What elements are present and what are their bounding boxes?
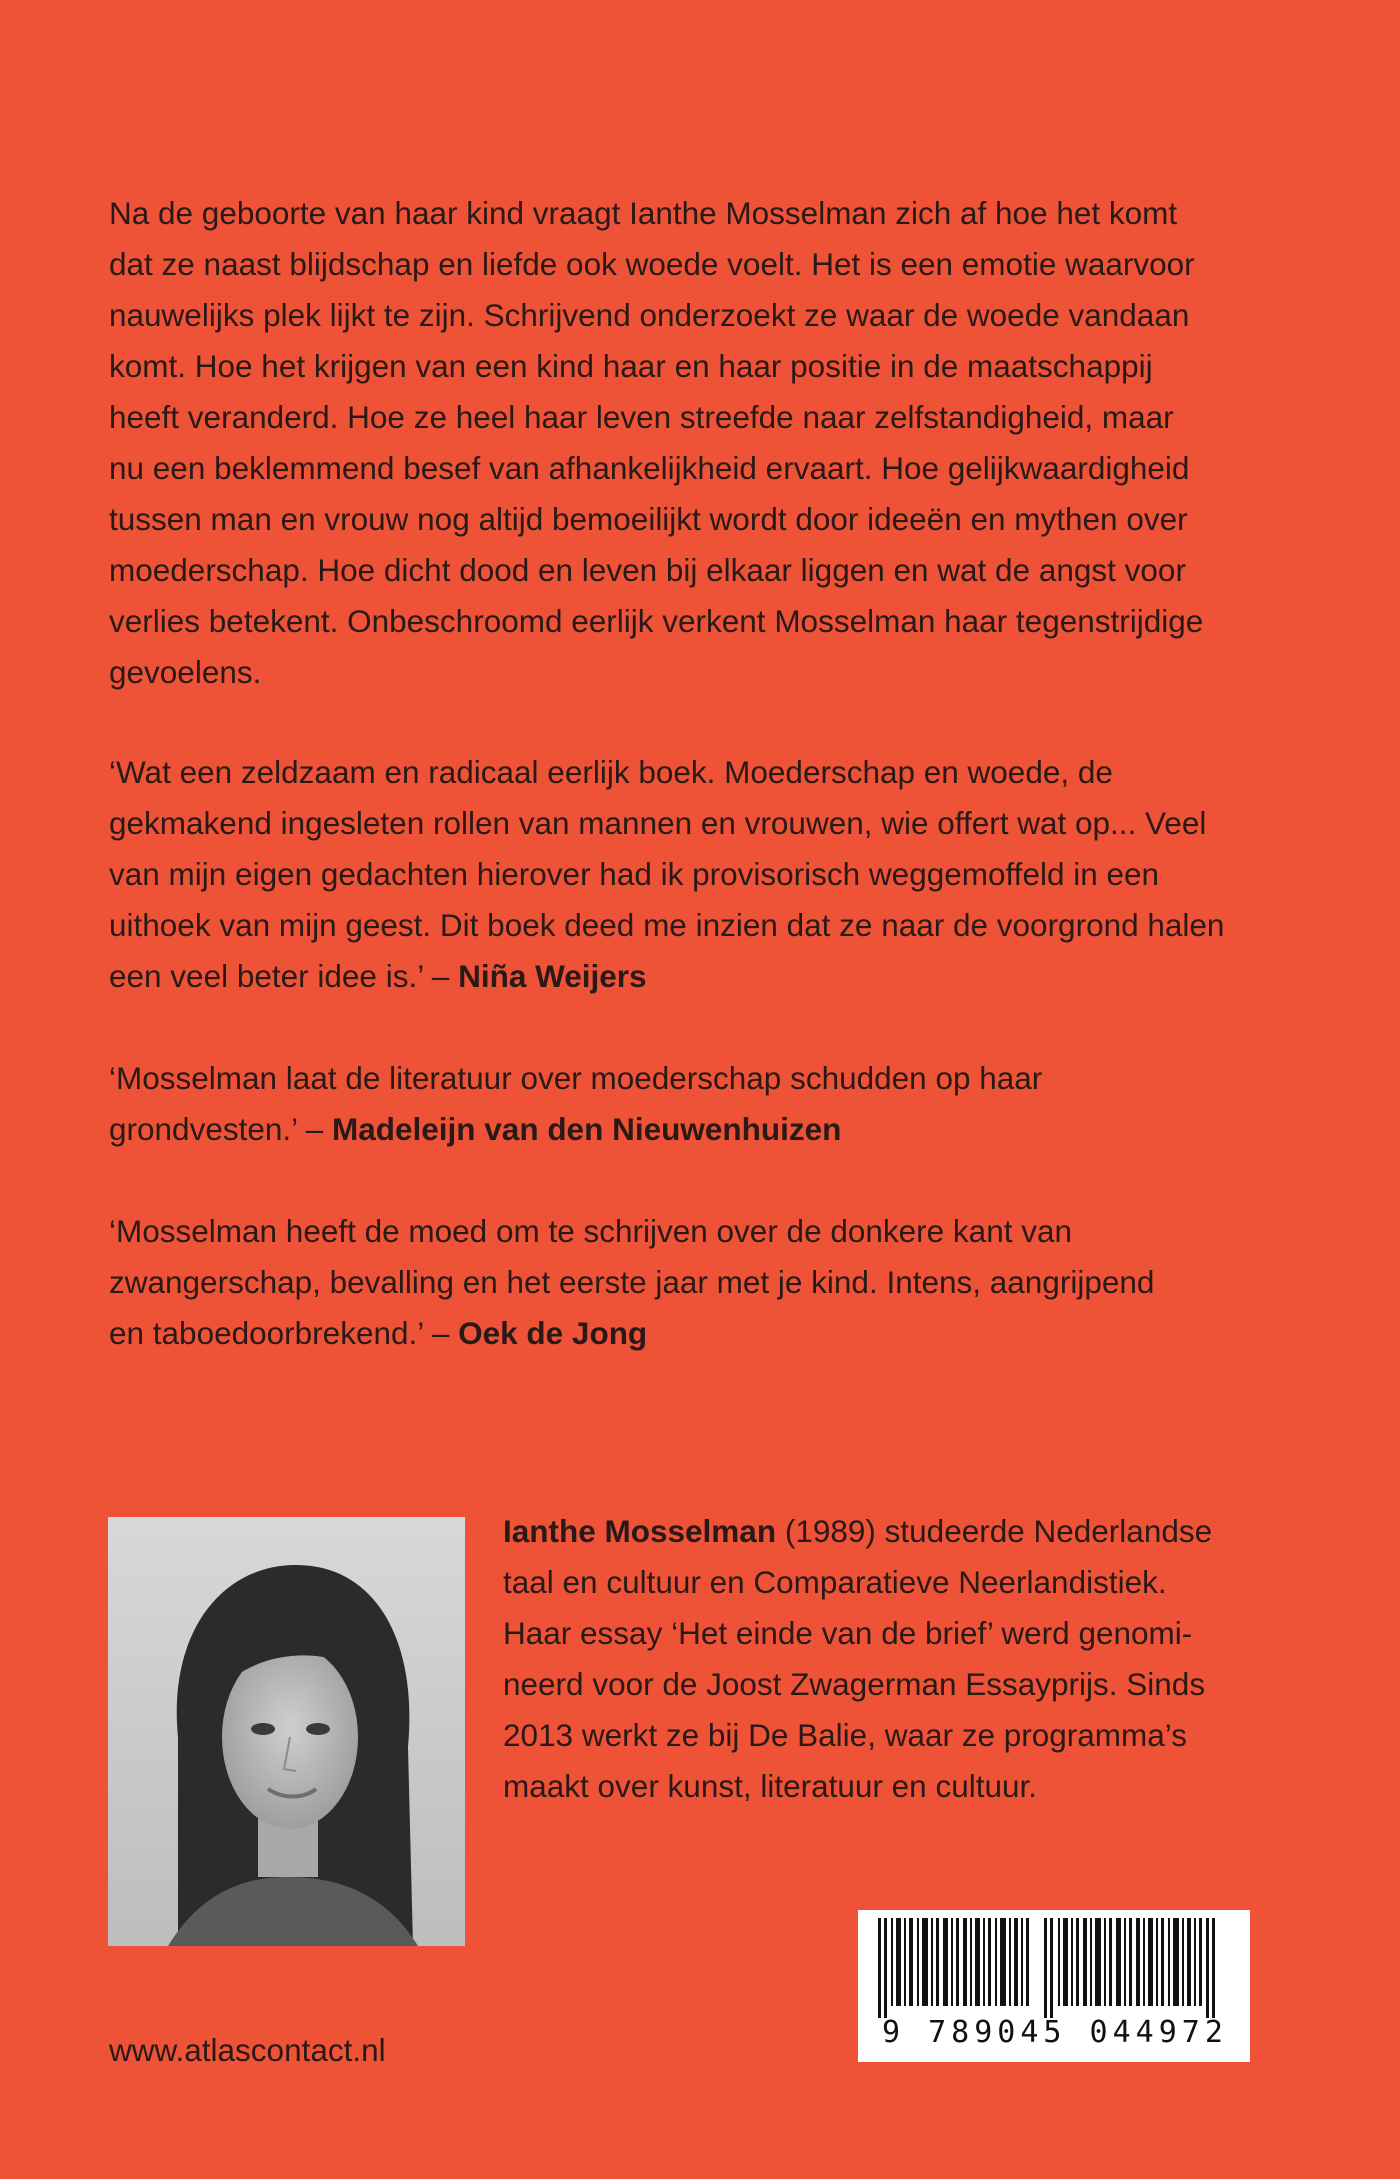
- quote-line: zwangerschap, bevalling en het eerste jaar met je kind. Intens, aangrijpend: [109, 1264, 1155, 1300]
- bio-line: neerd voor de Joost Zwagerman Essayprijs. Sinds: [503, 1666, 1206, 1702]
- blurb-line: Na de geboorte van haar kind vraagt Ianthe Mosselman zich af hoe het komt: [109, 195, 1178, 231]
- quote-line: een veel beter idee is.’ –: [109, 958, 450, 994]
- bio-line: Haar essay ‘Het einde van de brief’ werd genomi-: [503, 1615, 1193, 1651]
- quote-author: Oek de Jong: [458, 1315, 648, 1351]
- author-bio: [503, 1506, 1303, 1812]
- bio-line: maakt over kunst, literatuur en cultuur.: [503, 1768, 1038, 1804]
- blurb-line: nu een beklemmend besef van afhankelijkheid ervaart. Hoe gelijkwaardigheid: [109, 450, 1190, 486]
- quote-line: grondvesten.’ –: [109, 1111, 324, 1147]
- quote-line: en taboedoorbrekend.’ –: [109, 1315, 450, 1351]
- quote-author: Madeleijn van den Nieuwenhuizen: [332, 1111, 842, 1147]
- bio-author-name: Ianthe Mosselman: [503, 1513, 777, 1549]
- publisher-website[interactable]: www.atlascontact.nl: [109, 2032, 386, 2068]
- blurb-line: komt. Hoe het krijgen van een kind haar en haar positie in de maatschappij: [109, 348, 1153, 384]
- blurb-line: verlies betekent. Onbeschroomd eerlijk verkent Mosselman haar tegenstrijdige: [109, 603, 1204, 639]
- quote-line: ‘Mosselman heeft de moed om te schrijven over de donkere kant van: [109, 1213, 1073, 1249]
- author-portrait-image: [108, 1517, 465, 1946]
- review-quote-de-jong: [109, 1206, 1289, 1359]
- quote-line: ‘Mosselman laat de literatuur over moederschap schudden op haar: [109, 1060, 1043, 1096]
- isbn-barcode: [858, 1910, 1250, 2062]
- quote-author: Niña Weijers: [458, 958, 647, 994]
- blurb-line: heeft veranderd. Hoe ze heel haar leven streefde naar zelfstandigheid, maar: [109, 399, 1174, 435]
- blurb-line: tussen man en vrouw nog altijd bemoeilijkt wordt door ideeën en mythen over: [109, 501, 1188, 537]
- review-quote-weijers: [109, 747, 1289, 1002]
- author-photo: [108, 1517, 465, 1946]
- bio-line: (1989) studeerde Nederlandse: [784, 1513, 1213, 1549]
- quote-line: gekmakend ingesleten rollen van mannen en vrouwen, wie offert wat op... Veel: [109, 805, 1207, 841]
- blurb-line: dat ze naast blijdschap en liefde ook woede voelt. Het is een emotie waarvoor: [109, 246, 1195, 282]
- blurb-line: moederschap. Hoe dicht dood en leven bij elkaar liggen en wat de angst voor: [109, 552, 1186, 588]
- quote-line: uithoek van mijn geest. Dit boek deed me inzien dat ze naar de voorgrond halen: [109, 907, 1225, 943]
- bio-line: taal en cultuur en Comparatieve Neerlandistiek.: [503, 1564, 1167, 1600]
- barcode-bars: [878, 1918, 1230, 2018]
- barcode-digits: 9 789045 044972: [882, 2015, 1228, 2050]
- bio-line: 2013 werkt ze bij De Balie, waar ze programma’s: [503, 1717, 1187, 1753]
- blurb-line: gevoelens.: [109, 654, 262, 690]
- quote-line: van mijn eigen gedachten hierover had ik provisorisch weggemoffeld in een: [109, 856, 1160, 892]
- review-quote-nieuwenhuizen: [109, 1053, 1289, 1155]
- quote-line: ‘Wat een zeldzaam en radicaal eerlijk boek. Moederschap en woede, de: [109, 754, 1113, 790]
- blurb-line: nauwelijks plek lijkt te zijn. Schrijvend onderzoekt ze waar de woede vandaan: [109, 297, 1190, 333]
- book-blurb: [109, 188, 1289, 698]
